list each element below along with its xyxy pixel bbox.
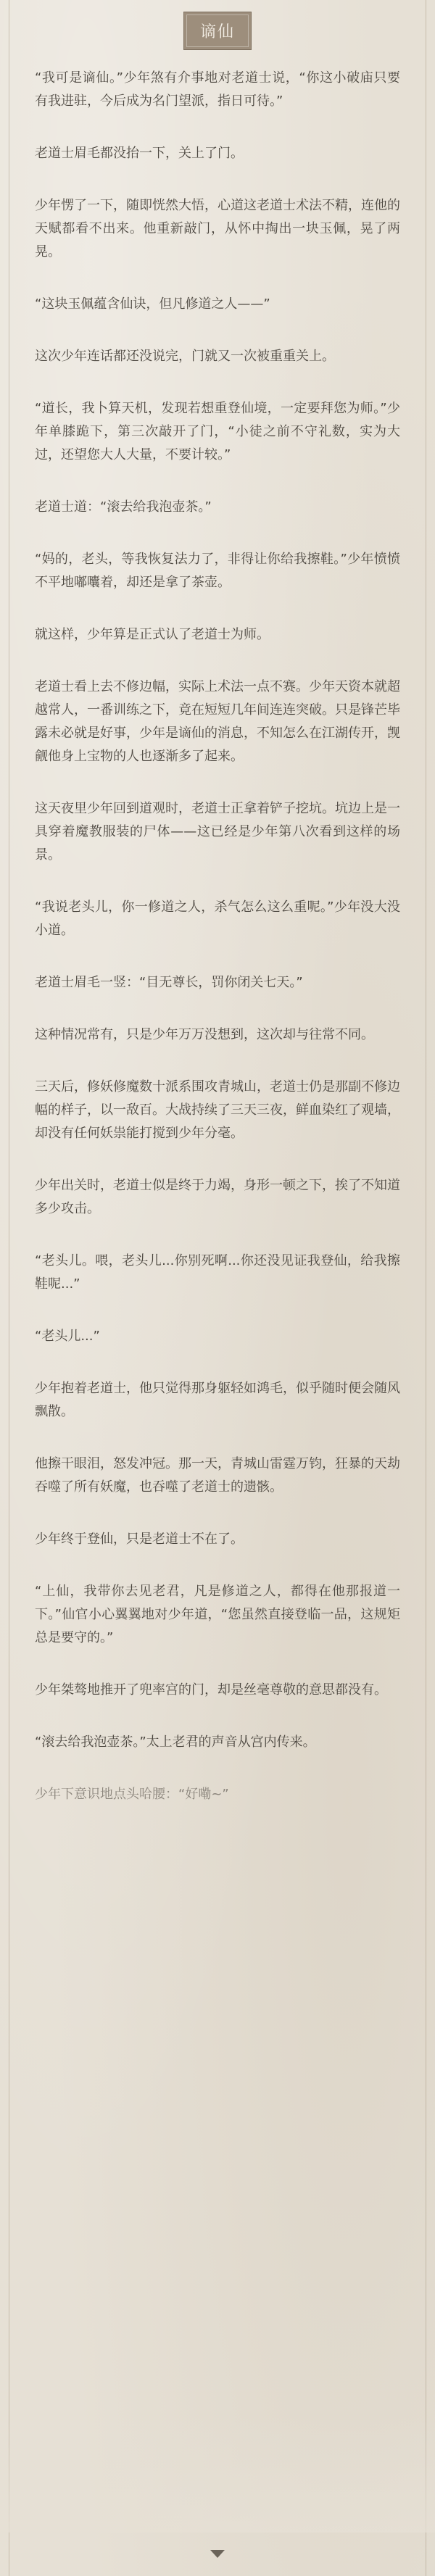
paragraph: “妈的，老头，等我恢复法力了，非得让你给我擦鞋。”少年愤愤不平地嘟囔着，却还是拿了茶壶。: [35, 552, 400, 590]
paragraph: 就这样，少年算是正式认了老道士为师。: [35, 627, 270, 642]
paragraph: “滚去给我泡壶茶。”太上老君的声音从宫内传来。: [35, 1734, 316, 1750]
paragraph: 这种情况常有，只是少年万万没想到，这次却与往常不同。: [35, 1027, 374, 1042]
paragraph: 老道士道：“滚去给我泡壶茶。”: [35, 499, 212, 515]
page-title: 谪仙: [183, 12, 252, 50]
paragraph: “老头儿...”: [35, 1329, 100, 1344]
paragraph: 少年终于登仙，只是老道士不在了。: [35, 1532, 244, 1547]
paragraph-faded: 少年下意识地点头哈腰：“好嘞~”: [35, 1787, 229, 1802]
paragraph: “上仙，我带你去见老君，凡是修道之人，都得在他那报道一下。”仙官小心翼翼地对少年道，“您虽然直接登临一品，这规矩总是要守的。”: [35, 1584, 400, 1645]
paragraph: 三天后，修妖修魔数十派系围攻青城山，老道士仍是那副不修边幅的样子，以一敌百。大战持续了三天三夜，鲜血染红了观墙，却没有任何妖祟能打搅到少年分毫。: [35, 1079, 400, 1141]
paragraph: 这次少年连话都还没说完，门就又一次被重重关上。: [35, 349, 335, 364]
title-bar: [0, 0, 435, 58]
paragraph: “我说老头儿，你一修道之人，杀气怎么这么重呢。”少年没大没小道。: [35, 899, 400, 938]
paragraph: 少年出关时，老道士似是终于力竭，身形一顿之下，挨了不知道多少攻击。: [35, 1178, 400, 1216]
paragraph: 老道士眉毛一竖：“目无尊长，罚你闭关七天。”: [35, 975, 303, 990]
paragraph: 老道士眉毛都没抬一下，关上了门。: [35, 146, 244, 161]
paragraph: “道长，我卜算天机，发现若想重登仙境，一定要拜您为师。”少年单膝跪下，第三次敲开了门，“小徒之前不守礼数，实为大过，还望您大人大量，不要计较。”: [35, 401, 400, 462]
paragraph: 少年桀骜地推开了兜率宫的门，却是丝毫尊敬的意思都没有。: [35, 1682, 387, 1698]
article-body: [35, 67, 400, 1835]
paragraph: “我可是谪仙。”少年煞有介事地对老道士说，“你这小破庙只要有我进驻，今后成为名门望派，指日可待。”: [35, 70, 400, 109]
paragraph: 老道士看上去不修边幅，实际上术法一点不赛。少年天资本就超越常人，一番训练之下，竟在短短几年间连连突破。只是锋芒毕露未必就是好事，少年是谪仙的消息，不知怎么在江湖传开，觊觎他身上宝物的人也逐渐多了起来。: [35, 679, 400, 764]
chevron-down-icon: [207, 2546, 228, 2562]
paragraph: “老头儿。喂，老头儿...你别死啊...你还没见证我登仙，给我擦鞋呢...”: [35, 1253, 400, 1292]
expand-more-button[interactable]: [207, 2546, 228, 2562]
paragraph: 他擦干眼泪，怒发冲冠。那一天，青城山雷霆万钧，狂暴的天劫吞噬了所有妖魔，也吞噬了老道士的遗骸。: [35, 1456, 400, 1495]
paragraph: 这天夜里少年回到道观时，老道士正拿着铲子挖坑。坑边上是一具穿着魔教服装的尸体——这已经是少年第八次看到这样的场景。: [35, 801, 400, 863]
read-more-bar: [0, 2533, 435, 2576]
paragraph: “这块玉佩蕴含仙诀，但凡修道之人——”: [35, 296, 270, 312]
paragraph: 少年抱着老道士，他只觉得那身躯轻如鸿毛，似乎随时便会随风飘散。: [35, 1381, 400, 1419]
paragraph: 少年愣了一下，随即恍然大悟，心道这老道士术法不精，连他的天赋都看不出来。他重新敲门，从怀中掏出一块玉佩，晃了两晃。: [35, 198, 400, 259]
